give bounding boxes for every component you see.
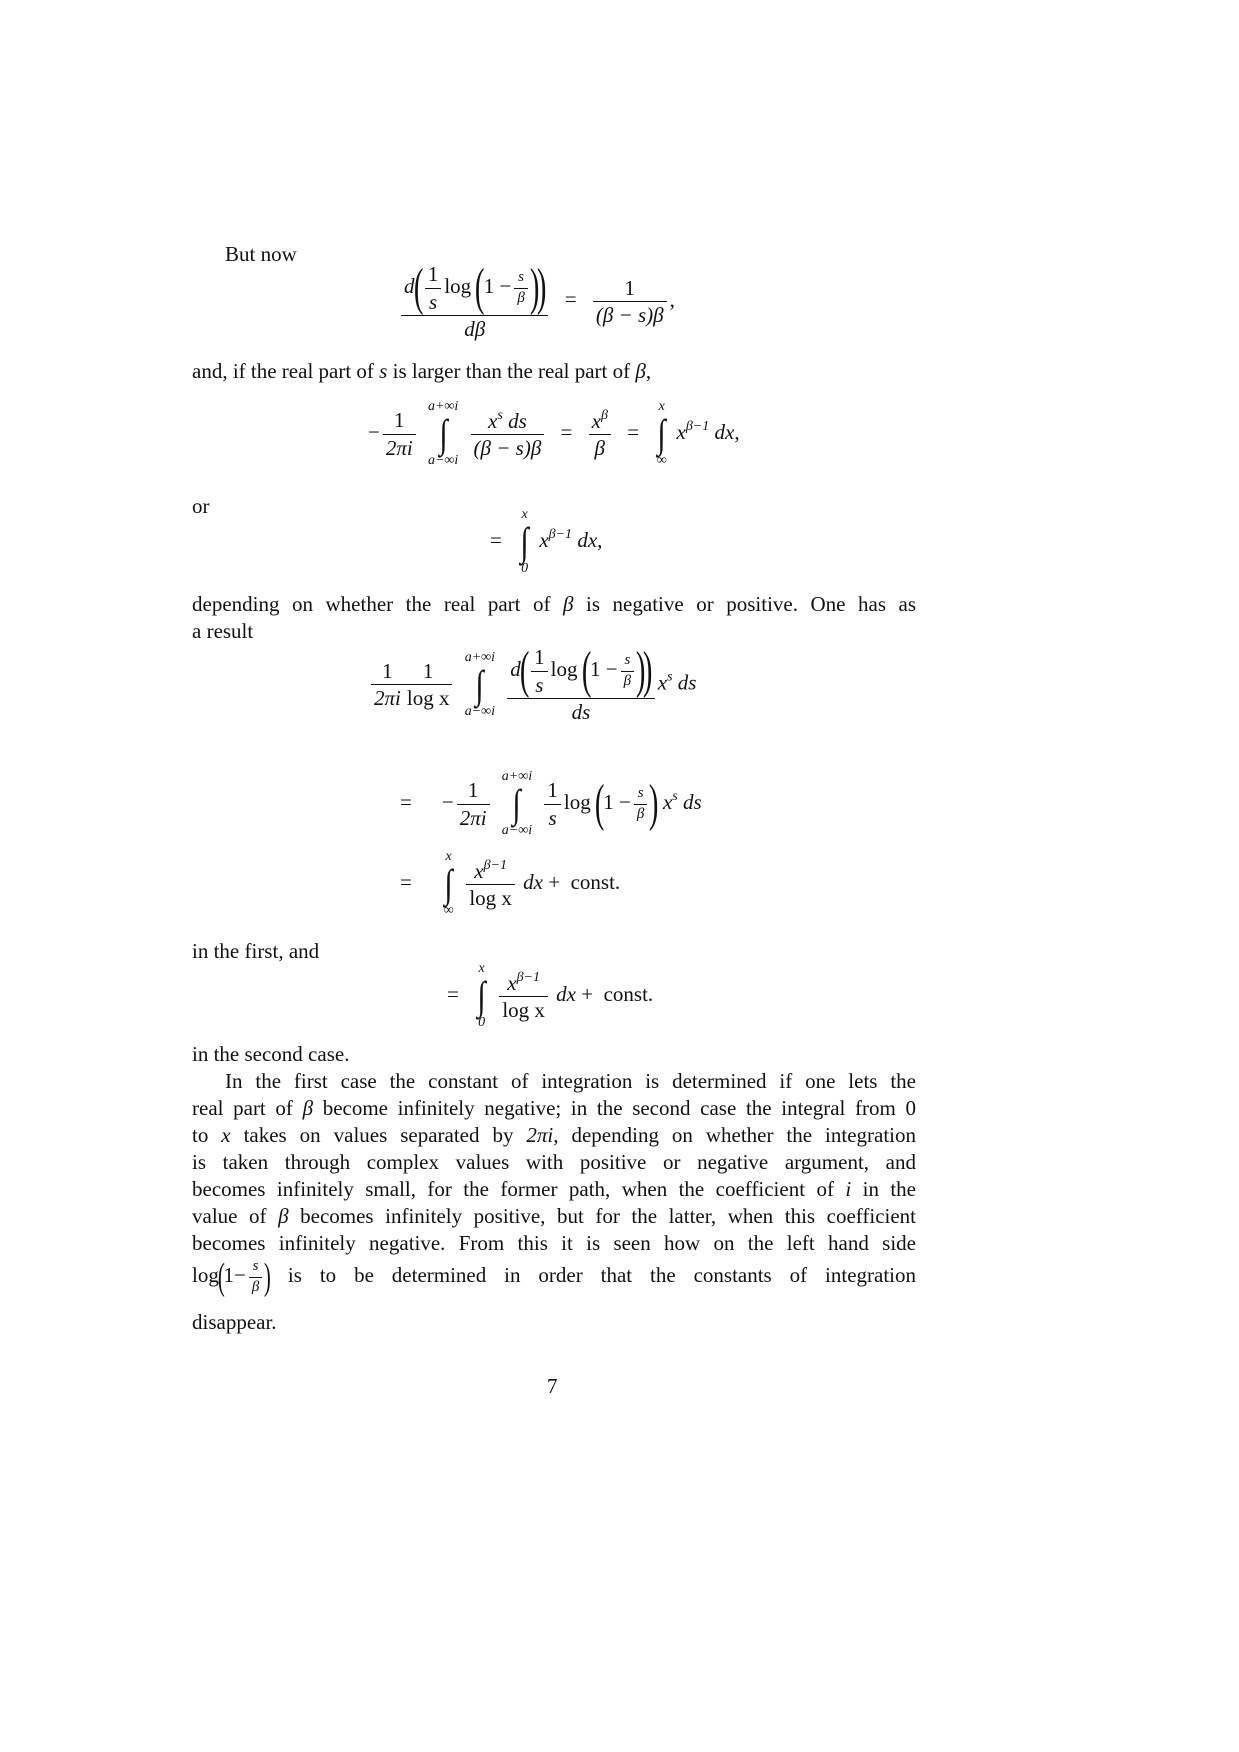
text: depending on whether the real part of [192,592,551,616]
math-token: x [591,408,601,433]
math-token: s [667,669,673,685]
paragraph-line: In the first case the constant of integration is determined if one lets the [225,1069,916,1093]
math-token: 1 [223,1262,234,1287]
integral [502,770,532,838]
math-token: − [605,656,618,681]
math-token: x [488,408,498,433]
math-token: x [474,858,484,883]
math-token: β [635,359,646,383]
equation-4 [368,642,697,724]
math-token: β [251,1278,260,1295]
math-token: = [400,869,412,894]
paragraph-line [192,1177,916,1202]
math-token: , [669,287,675,312]
paren: ( [413,259,423,316]
equation-1 [398,259,675,341]
text: and, if the real part of [192,359,374,383]
math-token: s [548,805,557,830]
text-in-second: in the second case. [192,1042,350,1066]
integral-sign: ∫ [520,519,529,564]
upper-limit: a+∞i [464,649,496,665]
integral-sign: ∫ [657,411,666,456]
math-token: β [600,407,608,423]
math-token: d [404,273,415,298]
math-token: 1 [590,656,601,681]
equation-2 [368,400,740,468]
lower-limit: ∞ [656,453,667,468]
integral [443,850,454,918]
text-and-if [192,359,651,384]
math-token: = [447,981,459,1006]
math-token: x [657,670,668,695]
math-token: − [441,789,454,814]
text: , depending on whether the integration [553,1123,916,1147]
paren: ( [581,642,592,699]
text: is larger than the real part of [392,359,631,383]
text: become infinitely negative; in the second case the integral from 0 [322,1096,917,1120]
math-token: dx [556,981,576,1006]
text: is to be determined in order that the constants of integration [287,1262,917,1287]
paragraph-line: is taken through complex values with positive or negative argument, and [192,1150,916,1174]
paren: ) [537,259,547,316]
math-token: β−1 [483,857,507,873]
lower-limit: 0 [521,561,529,576]
math-token: 1 [427,262,439,287]
math-token: β [517,289,525,306]
math-token: − [234,1262,246,1287]
math-token: s [379,359,388,383]
math-token: 1 [603,789,614,814]
upper-limit: a+∞i [427,399,459,414]
fraction [401,259,548,341]
text-a-result: a result [192,619,254,643]
integral-sign: ∫ [438,411,448,456]
paren: ) [643,642,653,699]
integral [476,962,487,1030]
paren: ( [217,1256,225,1298]
math-token: log [550,656,578,681]
paragraph-line [192,1096,916,1121]
text: to [192,1123,209,1147]
integral [656,400,667,468]
paragraph-line: disappear. [192,1310,277,1334]
math-token: dx [523,869,543,894]
math-token: β [302,1096,314,1120]
equation-6 [400,850,620,918]
integral [465,651,495,719]
integral-sign: ∫ [477,973,486,1018]
integral-sign: ∫ [512,781,522,826]
math-token: 2πi [459,805,487,830]
math-token: 1 [624,275,635,300]
math-token: 1 [467,778,479,803]
text-or: or [192,494,210,518]
page-number: 7 [547,1374,558,1398]
math-token: x [221,1123,231,1147]
math-token: ds [677,670,697,695]
math-token: s [252,1258,259,1275]
text-in-first: in the first, and [192,939,320,963]
equation-7 [447,962,653,1030]
paren: ( [519,642,530,699]
math-token: s [497,407,503,423]
math-token: − [619,789,631,814]
math-token: ds [682,789,702,814]
math-token: ds [571,700,591,724]
math-token: const. [603,981,654,1006]
math-token: − [499,273,512,298]
paren: ) [649,775,659,832]
integral [428,400,458,468]
math-token: const. [570,869,621,894]
upper-limit: a+∞i [501,769,533,784]
lower-limit: 0 [478,1015,486,1030]
paragraph-line: becomes infinitely negative. From this it is seen how on the left hand side [192,1231,916,1255]
math-token: β [636,805,645,822]
integral [519,508,530,576]
math-token: ds [508,408,527,433]
upper-limit: x [478,961,485,976]
math-token: β [623,672,632,689]
integral-sign: ∫ [444,861,453,906]
math-token: 2πi [385,435,413,460]
upper-limit: x [658,399,665,414]
math-token: s [624,652,631,669]
paren: ) [529,259,540,316]
math-token: s [428,289,438,314]
lower-limit: a−∞i [464,703,496,719]
text: in the [862,1177,917,1201]
math-token: 1 [534,645,545,670]
math-token: x [676,419,686,444]
math-token: β−1 [516,969,540,985]
math-token: d [510,656,521,681]
math-token: log x [499,996,548,1022]
text: real part of [192,1096,293,1120]
equation-3 [490,508,602,576]
math-token: s [535,672,544,697]
math-token: β [594,436,606,460]
math-token: β [563,592,574,616]
paren: ) [264,1256,272,1298]
text-depending [192,592,916,617]
math-token: − [368,419,380,444]
paragraph-line [192,1123,916,1148]
math-token: log [192,1262,219,1287]
math-token: s [637,785,644,802]
paren: ) [636,642,646,699]
math-token: log x [466,884,515,910]
upper-limit: x [521,507,528,522]
math-token: s [518,269,524,286]
math-token: 1 [422,658,434,683]
text: value of [192,1204,267,1228]
lower-limit: a−∞i [427,453,459,468]
math-token: β [278,1204,289,1228]
math-token: i [845,1177,852,1201]
math-token: = [564,287,577,312]
text-but-now: But now [225,242,297,266]
paragraph-line [192,1204,916,1229]
math-token: = [560,419,573,444]
math-token: , [597,527,603,552]
math-token: log [563,789,591,814]
equation-5 [400,770,702,838]
math-token: 1 [547,778,558,803]
math-token: + [581,981,594,1006]
math-token: (β − s)β [473,436,542,460]
upper-limit: x [445,849,452,864]
math-token: β−1 [548,526,573,542]
math-token: dx [577,527,598,552]
text: takes on values separated by [243,1123,514,1147]
text: becomes infinitely positive, but for the latter, when this coefficient [300,1204,917,1228]
math-token: dβ [464,317,486,341]
paren: ( [594,775,605,832]
math-token: log x [404,684,453,710]
math-token: 2πi [374,686,401,711]
paren: ( [475,259,485,316]
text: becomes infinitely small, for the former path, when the coefficient of [192,1177,834,1201]
integral-sign: ∫ [475,661,484,707]
math-token: , [645,359,652,383]
lower-limit: a−∞i [501,823,533,838]
math-token: β−1 [685,418,710,434]
math-token: s [672,788,678,804]
math-token: x [507,970,517,995]
math-token: 1 [394,408,405,433]
math-token: = [400,789,412,814]
lower-limit: ∞ [443,903,454,918]
math-token: x [662,789,673,814]
math-token: 1 [382,658,393,683]
math-token: dx [714,419,735,444]
math-token: x [539,527,549,552]
math-token: (β − s)β [595,303,664,328]
math-token: log [444,273,472,298]
math-token: + [548,869,561,894]
text: is negative or positive. One has as [586,592,917,616]
paragraph-line [192,1258,916,1296]
math-token: , [734,419,740,444]
math-token: = [627,419,640,444]
math-token: = [490,527,502,552]
math-token: 1 [483,273,495,298]
math-token: 2πi [526,1123,554,1147]
